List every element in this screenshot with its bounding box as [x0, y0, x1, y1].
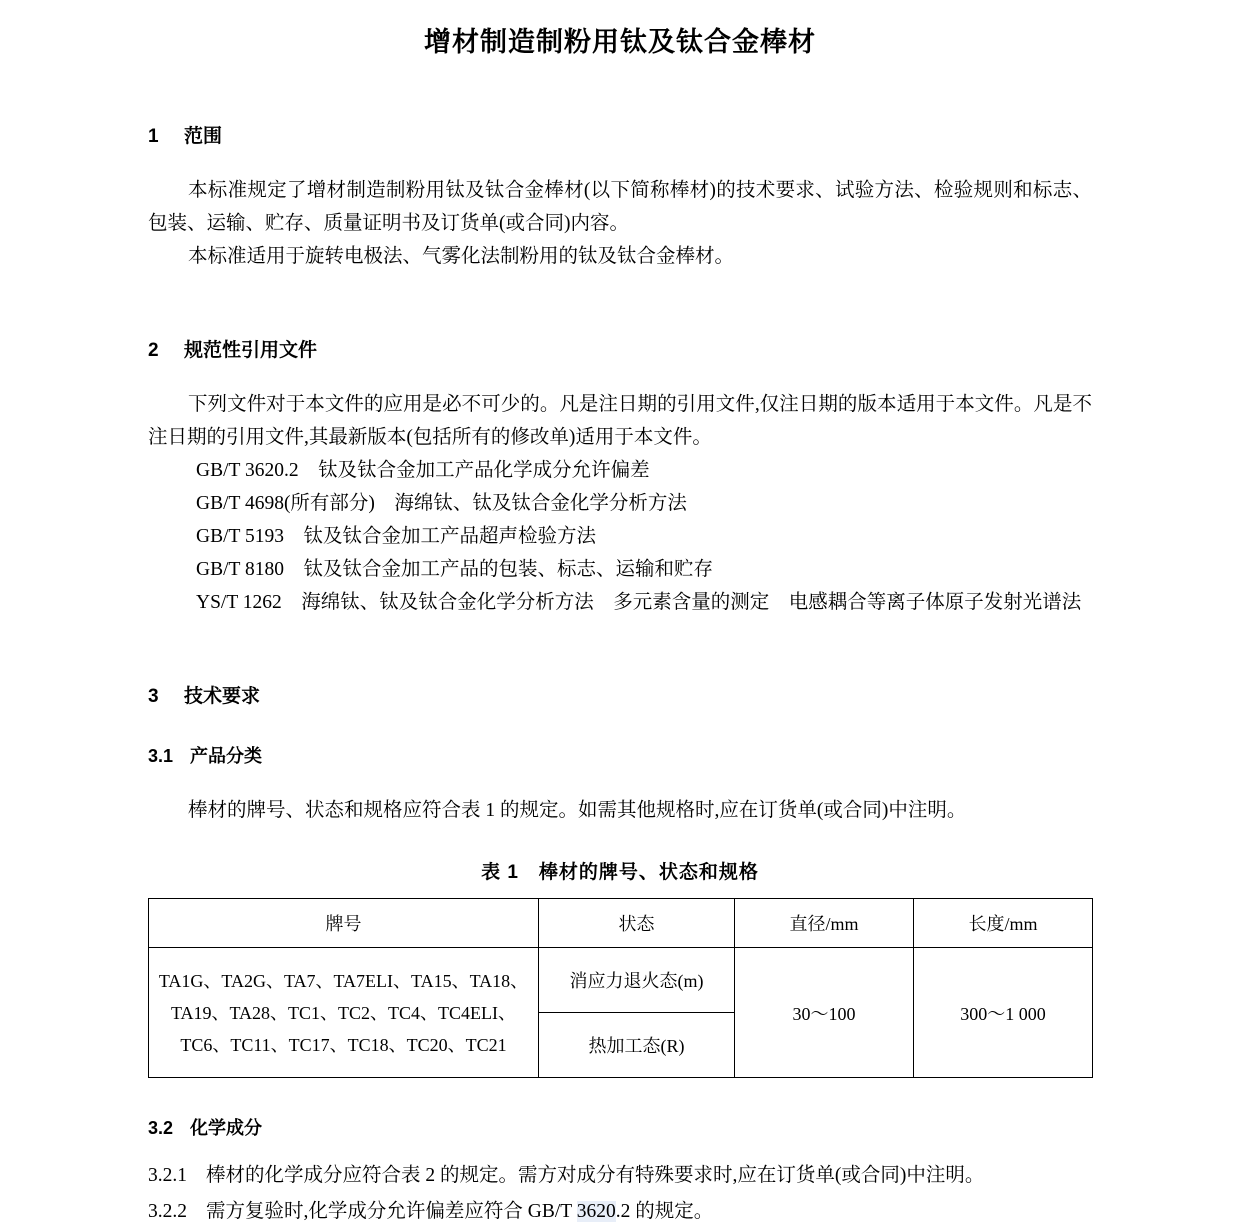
table-header-cell: 状态 [539, 899, 735, 948]
table-cell-state: 热加工态(R) [539, 1013, 735, 1078]
reference-item: GB/T 8180 钛及钛合金加工产品的包装、标志、运输和贮存 [196, 559, 713, 580]
heading-section-3-2 [148, 1114, 1092, 1140]
table-1-specifications [148, 898, 1093, 1078]
heading-1-text: 范围 [184, 126, 223, 147]
table-header-cell: 长度/mm [914, 899, 1093, 948]
reference-item [148, 586, 1092, 619]
clause-text: 需方复验时,化学成分允许偏差应符合 GB/T [206, 1201, 577, 1222]
heading-3-2-text: 化学成分 [190, 1118, 262, 1138]
document-page [0, 20, 1240, 1221]
table-cell-grades: TA1G、TA2G、TA7、TA7ELI、TA15、TA18、TA19、TA28、TC1、TC2、TC4、TC4ELI、TC6、TC11、TC17、TC18、TC20、TC21 [149, 948, 539, 1078]
heading-3-number: 3 [148, 686, 159, 707]
heading-3-1-number: 3.1 [148, 746, 174, 766]
heading-section-1 [148, 121, 1092, 148]
table-cell-length: 300～1 000 [914, 948, 1093, 1078]
table-row [149, 948, 1093, 1013]
section-1-paragraph-2: 本标准适用于旋转电极法、气雾化法制粉用的钛及钛合金棒材。 [188, 246, 735, 267]
heading-section-3-1 [148, 742, 1092, 768]
section-3-1-paragraph-1: 棒材的牌号、状态和规格应符合表 1 的规定。如需其他规格时,应在订货单(或合同)中注明。 [188, 800, 967, 821]
clause-3-2-1 [148, 1158, 1092, 1194]
heading-3-text: 技术要求 [184, 686, 261, 707]
clause-text-highlight: 3620 [576, 1201, 616, 1222]
heading-2-text: 规范性引用文件 [184, 340, 318, 361]
clause-number: 3.2.1 [148, 1165, 187, 1186]
heading-1-number: 1 [148, 126, 159, 147]
heading-section-3 [148, 681, 1092, 708]
heading-section-2 [148, 335, 1092, 362]
heading-2-number: 2 [148, 340, 159, 361]
table-cell-state: 消应力退火态(m) [539, 948, 735, 1013]
section-2-paragraph-1: 下列文件对于本文件的应用是必不可少的。凡是注日期的引用文件,仅注日期的版本适用于本文件。凡是不注日期的引用文件,其最新版本(包括所有的修改单)适用于本文件。 [148, 394, 1092, 448]
reference-item-text: YS/T 1262 海绵钛、钛及钛合金化学分析方法 多元素含量的测定 电感耦合等离子体原子发射光谱法 [196, 592, 1082, 613]
reference-item: GB/T 3620.2 钛及钛合金加工产品化学成分允许偏差 [196, 460, 650, 481]
table-header-cell: 牌号 [149, 899, 539, 948]
clause-3-2-2 [148, 1194, 1092, 1230]
reference-item: GB/T 4698(所有部分) 海绵钛、钛及钛合金化学分析方法 [196, 493, 687, 514]
reference-item: GB/T 5193 钛及钛合金加工产品超声检验方法 [196, 526, 596, 547]
table-header-cell: 直径/mm [735, 899, 914, 948]
heading-3-1-text: 产品分类 [190, 746, 262, 766]
table-1-caption: 表 1 棒材的牌号、状态和规格 [481, 862, 759, 883]
page-title: 增材制造制粉用钛及钛合金棒材 [424, 27, 816, 57]
heading-3-2-number: 3.2 [148, 1118, 174, 1138]
table-cell-diameter: 30～100 [735, 948, 914, 1078]
clause-text-tail: .2 的规定。 [615, 1201, 714, 1222]
clause-number: 3.2.2 [148, 1201, 187, 1222]
section-1-paragraph-1: 本标准规定了增材制造制粉用钛及钛合金棒材(以下简称棒材)的技术要求、试验方法、检验规则和标志、包装、运输、贮存、质量证明书及订货单(或合同)内容。 [148, 180, 1092, 234]
table-header-row [149, 899, 1093, 948]
clause-text: 棒材的化学成分应符合表 2 的规定。需方对成分有特殊要求时,应在订货单(或合同)中注明。 [206, 1165, 985, 1186]
